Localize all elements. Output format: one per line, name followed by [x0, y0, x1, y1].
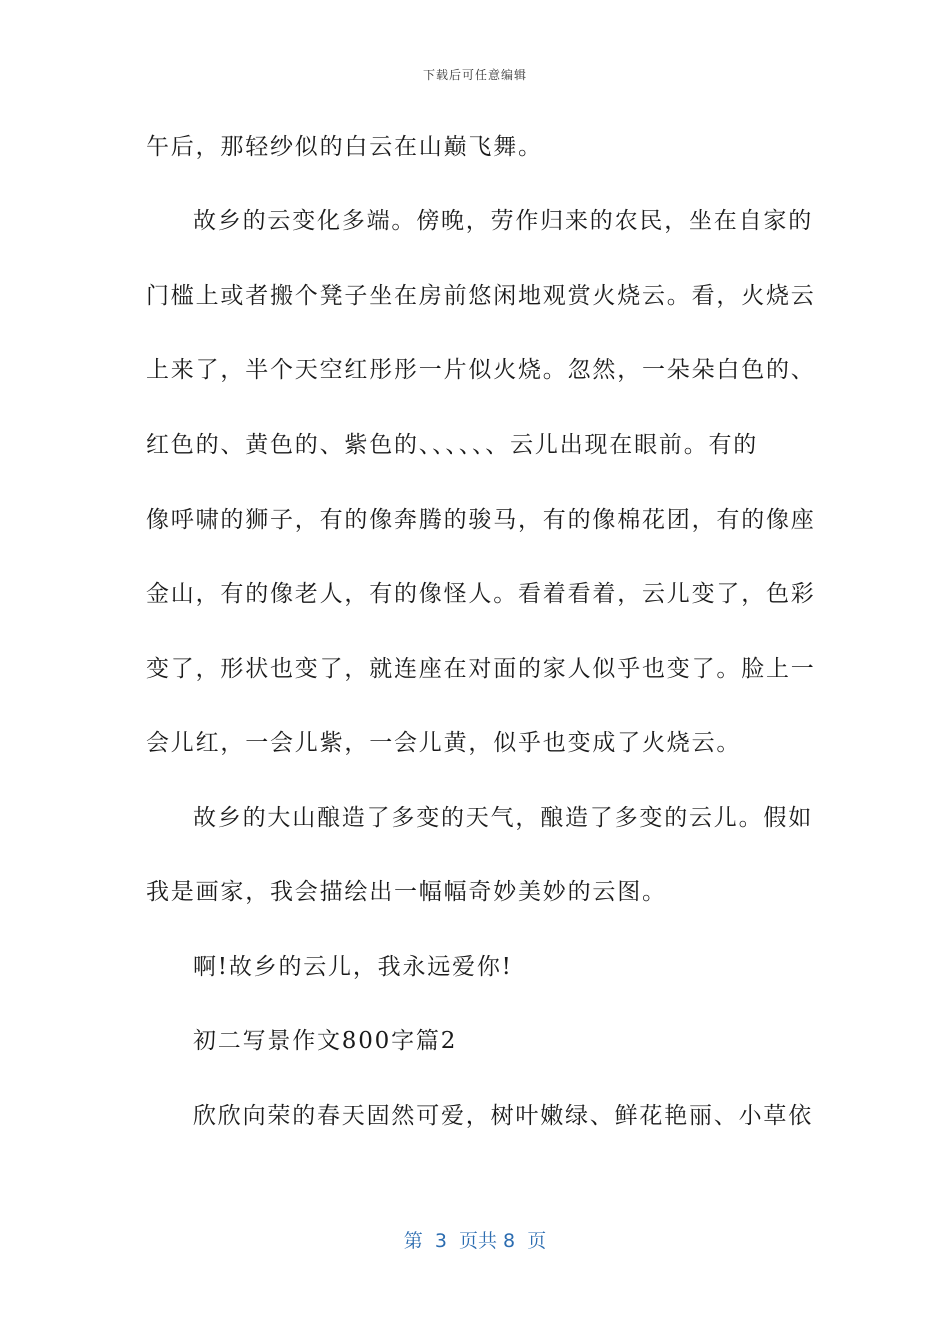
text-line-14: 欣欣向荣的春天固然可爱，树叶嫩绿、鲜花艳丽、小草依 — [193, 1103, 813, 1129]
text-line-5: 红色的、黄色的、紫色的、、、、、、云儿出现在眼前。有的 — [146, 432, 759, 458]
text-line-12: 啊!故乡的云儿，我永远爱你! — [193, 954, 513, 980]
page-footer: 第 3 页共 8 页 — [403, 1230, 547, 1252]
text-line-8: 变了，形状也变了，就连座在对面的家人似乎也变了。脸上一 — [146, 656, 816, 682]
text-line-11: 我是画家，我会描绘出一幅幅奇妙美妙的云图。 — [146, 879, 667, 905]
text-line-7: 金山，有的像老人，有的像怪人。看着看着，云儿变了，色彩 — [146, 581, 816, 607]
text-line-9: 会儿红，一会儿紫，一会儿黄，似乎也变成了火烧云。 — [146, 730, 742, 756]
text-line-1: 午后，那轻纱似的白云在山巅飞舞。 — [146, 134, 543, 160]
text-line-4: 上来了，半个天空红彤彤一片似火烧。忽然，一朵朵白色的、 — [146, 357, 816, 383]
page-header: 下载后可任意编辑 — [422, 68, 527, 82]
text-line-10: 故乡的大山酿造了多变的天气，酿造了多变的云儿。假如 — [193, 805, 813, 831]
text-line-3: 门槛上或者搬个凳子坐在房前悠闲地观赏火烧云。看，火烧云 — [146, 283, 816, 309]
section-heading: 初二写景作文800字篇2 — [193, 1028, 458, 1054]
text-line-6: 像呼啸的狮子，有的像奔腾的骏马，有的像棉花团，有的像座 — [146, 507, 816, 533]
text-line-2: 故乡的云变化多端。傍晚，劳作归来的农民，坐在自家的 — [193, 208, 813, 234]
